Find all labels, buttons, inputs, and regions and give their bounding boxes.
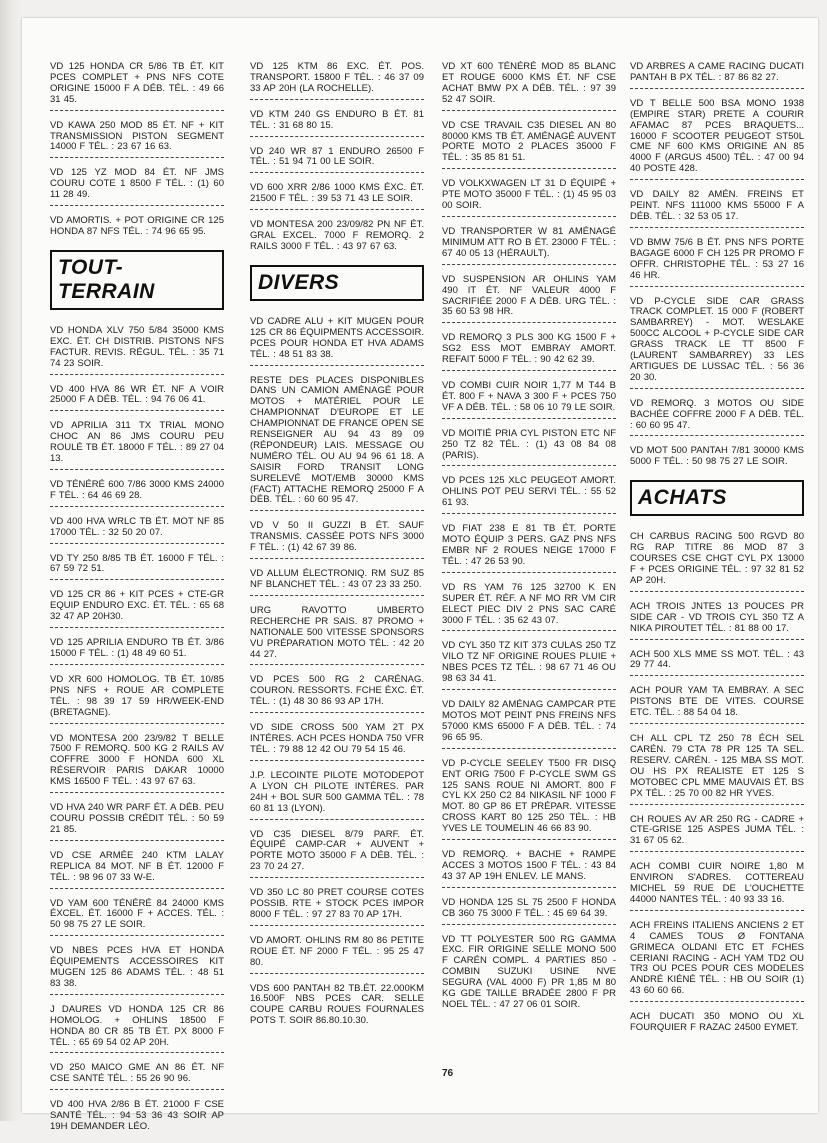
classified-ad: ACH POUR YAM TA EMBRAY. A SEC PISTONS BTE DE VITES. COURSE ETC. TÉL. : 88 54 04 18. (630, 682, 804, 724)
column-4 (630, 58, 804, 1044)
classified-ad: VD COMBI CUIR NOIR 1,77 M T44 B ÉT. 800 F + NAVA 3 300 F + PCES 750 VF A DÉB. TÉL. : 58 06 10 79 LE SOIR. (442, 377, 616, 419)
classified-ad: VD TT POLYESTER 500 RG GAMMA EXC. FIR ORIGINE SELLE MONO 500 F CARÉN COMPL. 4 PARTIES 850 - COMBIN SUZUKI USINE NVE SEGURA (VAL 4000 F) PR 1,85 M 80 KG GDE TAILLE BRADÉE 2800 F PR NOEL TÉL. : 47 27 06 01 SOIR. (442, 933, 616, 1010)
classified-ad: VD DAILY 82 AMÉN. FREINS ET PEINT. NFS 111000 KMS 55000 F A DÉB. TÉL. : 32 53 05 17. (630, 186, 804, 228)
classified-ad: VD DAILY 82 AMÉNAG CAMPCAR PTE MOTOS MOT PEINT PNS FREINS NFS 57000 KMS 65000 F A DÉB. TÉL. : 74 96 65 95. (442, 696, 616, 749)
classified-ad: URG RAVOTTO UMBERTO RECHERCHE PR SAIS. 87 PROMO + NATIONALE 500 VITESSE SPONSORS VU PRÉPARATION MOTO TÉL. : 42 20 44 27. (250, 602, 424, 666)
classified-ad: VD 125 KTM 86 EXC. ÉT. POS. TRANSPORT. 15800 F TÉL. : 46 37 09 33 AP 20H (LA ROCHELLE). (250, 58, 424, 100)
classified-ad: VD MOT 500 PANTAH 7/81 30000 KMS 5000 F TÉL. : 50 98 75 27 LE SOIR. (630, 445, 804, 468)
classified-ad: VD RS YAM 76 125 32700 K EN SUPER ÉT. RÉF. A NF MO RR VM CIR ELECT PIEC DIV 2 PNS SAC CARÉ 3000 F TÉL. : 35 62 43 07. (442, 579, 616, 632)
section-title: TOUT-TERRAIN (58, 255, 155, 303)
classified-ad: VD 125 APRILIA ENDURO TB ÉT. 3/86 15000 F TÉL. : (1) 48 49 60 51. (50, 634, 224, 665)
classified-ad: VD 600 XRR 2/86 1000 KMS ÉXC. ÉT. 21500 F TÉL. : 39 53 71 43 LE SOIR. (250, 179, 424, 210)
classified-ad: VD TÉNÉRÉ 600 7/86 3000 KMS 24000 F TÉL. : 64 46 69 28. (50, 476, 224, 507)
classified-ad: VD NBES PCES HVA ET HONDA ÉQUIPEMENTS ACCESSOIRES KIT MUGEN 125 86 ADAMS TÉL. : 48 51 83 38. (50, 942, 224, 995)
ads-achats (630, 528, 804, 1038)
classified-ad: VD HONDA XLV 750 5/84 35000 KMS EXC. ÉT. CH DISTRIB. PISTONS NFS FACTUR. REVIS. RÉGUL. TÉL. : 35 71 74 23 SOIR. (50, 322, 224, 375)
classified-ad: VD 400 HVA 2/86 B ÉT. 21000 F CSE SANTÉ TÉL. : 94 53 36 43 SOIR AP 19H DEMANDER LÉO. (50, 1099, 224, 1133)
classified-ad: VD ALLUM ÉLECTRONIQ. RM SUZ 85 NF BLANCHET TÉL. : 43 07 23 33 250. (250, 565, 424, 596)
classified-ad: VD HONDA 125 SL 75 2500 F HONDA CB 360 75 3000 F TÉL. : 45 69 64 39. (442, 894, 616, 925)
classified-ad: VD 125 CR 86 + KIT PCES + CTE-GR EQUIP ENDURO EXC. ÉT. TÉL. : 65 68 32 47 AP 20H30. (50, 586, 224, 628)
classified-ad: VD 400 HVA WRLC TB ÉT. MOT NF 85 17000 TÉL. : 32 50 20 07. (50, 513, 224, 544)
section-title: ACHATS (638, 486, 727, 510)
page-binding-shadow (0, 0, 22, 1121)
classified-ad: VDS 600 PANTAH 82 TB.ÉT. 22.000KM 16.500F NBS PCES CAR. SELLE COUPE CARBU ROUES FOURNALES POTS T. SOIR 86.80.10.30. (250, 982, 424, 1027)
classified-ad: VD APRILIA 311 TX TRIAL MONO CHOC AN 86 JMS COURU PEU ROULÉ TB ÉT. 18000 F TÉL. : 89 27 04 13. (50, 417, 224, 470)
classified-ad: VD KAWA 250 MOD 85 ÉT. NF + KIT TRANSMISSION PISTON SEGMENT 14000 F TÉL. : 23 67 16 63. (50, 117, 224, 159)
classified-ad: VD MOITIÉ PRIA CYL PISTON ETC NF 250 TZ 82 TÉL. : (1) 43 08 84 08 (PARIS). (442, 425, 616, 467)
classified-ad: CH ALL CPL TZ 250 78 ÉCH SEL CARÉN. 79 CTA 78 PR 125 TA SEL. RESERV. CARÉN. - 125 MBA SS MOT. OU HS PX REALISTE ET 125 S MOTOBEC CPL MME MAUVAIS ÉT. BS PX TÉL. : 25 70 00 82 HR YVES. (630, 730, 804, 804)
classified-ad: ACH 500 XLS MME SS MOT. TÉL. : 43 29 77 44. (630, 646, 804, 677)
classified-ad: VD P-CYCLE SEELEY T500 FR DISQ ENT ORIG 7500 F P-CYCLE SWM GS 125 SANS ROUE NI AMORT. 800 F CYL KX 250 C2 84 NIKASIL NF 1000 F MOT. 80 GP 86 ET PRÉPAR. VITESSE CROSS KART 80 125 250 TÉL. : HB YVES LE TOUMELIN 46 66 83 90. (442, 755, 616, 840)
classified-ad: VD MONTESA 200 23/9/82 T BELLE 7500 F REMORQ. 500 KG 2 RAILS AV COFFRE 3000 F HONDA 600 XL RÉSERVOIR PARIS DAKAR 10000 KMS 16500 F TÉL. : 43 97 67 63. (50, 730, 224, 794)
classified-ad: VD PCES 500 RG 2 CARÉNAG. COURON. RESSORTS. FCHE ÉXC. ÉT. TÉL. : (1) 48 30 86 93 AP 17H. (250, 671, 424, 713)
classified-ad: VD 350 LC 80 PRET COURSE COTES POSSIB. RTE + STOCK PCES IMPOR 8000 F TÉL. : 97 27 83 70 AP 17H. (250, 884, 424, 926)
classified-ad: VD TY 250 8/85 TB ÉT. 16000 F TÉL. : 67 59 72 51. (50, 550, 224, 581)
classified-ad: VD FIAT 238 E 81 TB ÉT. PORTE MOTO ÉQUIP 3 PERS. GAZ PNS NFS EMBR NF 2 ROUES NEIGE 17000 F TÉL. : 47 26 53 90. (442, 520, 616, 573)
ads-enduro (250, 58, 424, 257)
classified-ad: VD PCES 125 XLC PEUGEOT AMORT. OHLINS POT PEU SERVI TÉL. : 55 52 61 93. (442, 472, 616, 514)
classified-ad: ACH DUCATI 350 MONO OU XL FOURQUIER F RAZAC 24500 EYMET. (630, 1011, 804, 1034)
classified-ad: VD KTM 240 GS ENDURO B ÉT. 81 TÉL. : 31 68 80 15. (250, 106, 424, 137)
page-number: 76 (442, 1068, 454, 1079)
classified-ad: VD T BELLE 500 BSA MONO 1938 (EMPIRE STAR) PRETE A COURIR AFAMAC 87 PCES BRAQUETS... 16000 F SCOOTER PEUGEOT ST50L CME NF 600 KMS ORIGINE AN 85 4000 F (ARGUS 4500) TÉL. : 47 00 94 40 POSTE 428. (630, 95, 804, 180)
classified-ad: CH CARBUS RACING 500 RGVD 80 RG RAP TITRE 86 MOD 87 3 COURSES CSE CHGT CYL PX 13000 F + PCES ORIGINE TÉL. : 97 32 81 52 AP 20H. (630, 528, 804, 592)
classified-ad: VD SIDE CROSS 500 YAM 2T PX INTÉRES. ACH PCES HONDA 750 VFR TÉL. : 79 88 12 42 OU 79 54 15 46. (250, 719, 424, 761)
magazine-page (22, 18, 818, 1133)
classified-ad: VD AMORT. OHLINS RM 80 86 PETITE ROUE ÉT. NF 2000 F TÉL. : 95 25 47 80. (250, 932, 424, 974)
ads-divers (250, 313, 424, 1031)
classified-ad: ACH TROIS JNTES 13 POUCES PR SIDE CAR - VD TROIS CYL 350 TZ A NIKA PIROUTET TÉL. : 81 88 00 17. (630, 598, 804, 640)
section-title: DIVERS (258, 270, 340, 294)
classified-ad: VD SUSPENSION AR OHLINS YAM 490 IT ÉT. NF VALEUR 4000 F SACRIFIÉE 2000 F A DÉB. URG TÉL. : 35 60 53 98 HR. (442, 271, 616, 324)
ads-divers-end (630, 58, 804, 472)
ads-tout-terrain (50, 322, 224, 1137)
classified-ad: VD VOLKXWAGEN LT 31 D ÉQUIPÉ + PTE MOTO 35000 F TÉL. : (1) 45 95 03 00 SOIR. (442, 175, 616, 217)
classified-ad: VD REMORQ. + BACHE + RAMPE ACCES 3 MOTOS 1500 F TÉL. : 43 84 43 37 AP 19H ENLEV. LE MANS. (442, 846, 616, 888)
classified-ad: VD REMORQ 3 PLS 300 KG 1500 F + SG2 ESS MOT EMBRAY AMORT. REFAIT 5000 F TÉL. : 90 42 62 39. (442, 329, 616, 371)
classified-ad: VD REMORQ. 3 MOTOS OU SIDE BACHÉE COFFRE 2000 F A DÉB. TÉL. : 60 60 95 47. (630, 395, 804, 437)
classified-ad: VD 240 WR 87 1 ENDURO 26500 F TÉL. : 51 94 71 00 LE SOIR. (250, 143, 424, 174)
classified-ad: J.P. LECOINTE PILOTE MOTODEPOT A LYON CH PILOTE INTÉRES. PAR 24H + BOL SUR 500 GAMMA TÉL. : 78 60 81 13 (LYON). (250, 767, 424, 820)
ads-divers-continued (442, 58, 616, 1015)
section-header-achats (630, 480, 804, 516)
section-header-divers (250, 265, 424, 301)
classified-ad: VD BMW 75/6 B ÉT. PNS NFS PORTE BAGAGE 6000 F CH 125 PR PROMO F OFFR. CHRISTOPHE TÉL. : 53 27 16 46 HR. (630, 234, 804, 287)
classified-ad: VD CSE ARMÉE 240 KTM LALAY REPLICA 84 MOT. NF B ÉT. 12000 F TÉL. : 98 96 07 33 W-E. (50, 847, 224, 889)
classified-ad: VD XR 600 HOMOLOG. TB ÉT. 10/85 PNS NFS + ROUE AR COMPLETE TÉL. : 98 39 17 59 HR/WEEK-END (BRETAGNE). (50, 671, 224, 724)
section-header-tout-terrain (50, 250, 224, 310)
classified-ad: VD 125 HONDA CR 5/86 TB ÉT. KIT PCES COMPLET + PNS NFS COTE ORIGINE 15000 F A DÉB. TÉL. : 49 66 31 45. (50, 58, 224, 111)
classified-ad: CH ROUES AV AR 250 RG - CADRE + CTE-GRISE 125 ASPES JUMA TÉL. : 31 67 05 62. (630, 811, 804, 853)
classified-ad: RESTE DES PLACES DISPONIBLES DANS UN CAMION AMÉNAGÉ POUR MOTOS + MATÉRIEL POUR LE CHAMPIONNAT D'EUROPE ET LE CHAMPIONNAT DE FRANCE OPEN SE RENSEIGNER AU 94 43 89 09 (RÉPONDEUR) LAIS. MESSAGE OU NUMÉRO TÉL. OU AU 94 96 61 18. A SAISIR FORD TRANSIT LONG SURELEVÉ MOT/EMB 30000 KMS (FACT) ATTACHE REMORQ 25000 F A DÉB. TÉL. : 60 60 95 47. (250, 372, 424, 512)
classified-ad: VD TRANSPORTER W 81 AMÉNAGÉ MINIMUM ATT RO B ÉT. 23000 F TÉL. : 67 40 05 13 (HÉRAULT). (442, 223, 616, 265)
classified-ad: VD XT 600 TÉNÉRÉ MOD 85 BLANC ET ROUGE 6000 KMS ÉT. NF CSE ACHAT BMW PX A DÉB. TÉL. : 97 39 52 47 SOIR. (442, 58, 616, 111)
classified-ad: VD AMORTIS. + POT ORIGINE CR 125 HONDA 87 NFS TÉL. : 74 96 65 95. (50, 215, 224, 237)
ads-motocross (50, 58, 224, 242)
classified-ad: VD ARBRES A CAME RACING DUCATI PANTAH B PX TÉL. : 87 86 82 27. (630, 58, 804, 89)
classified-ad: VD CSE TRAVAIL C35 DIESEL AN 80 80000 KMS TB ÉT. AMÉNAGÉ AUVENT PORTE MOTO 2 PLACES 35000 F TÉL. : 35 85 81 51. (442, 117, 616, 170)
column-3 (442, 58, 616, 1021)
classified-ad: VD 400 HVA 86 WR ÉT. NF A VOIR 25000 F A DÉB. TÉL. : 94 76 06 41. (50, 381, 224, 412)
classified-ad: VD CADRE ALU + KIT MUGEN POUR 125 CR 86 ÉQUIPMENTS ACCESSOIR. PCES POUR HONDA ET HVA ADAMS TÉL. : 48 51 83 38. (250, 313, 424, 366)
classified-ad: VD 250 MAICO GME AN 86 ÉT. NF CSE SANTÉ TÉL. : 55 26 90 96. (50, 1059, 224, 1090)
classified-ad: VD C35 DIESEL 8/79 PARF. ÉT. ÉQUIPÉ CAMP-CAR + AUVENT + PORTE MOTO 35000 F A DÉB. TÉL. : 23 70 24 27. (250, 826, 424, 879)
classified-ad: VD HVA 240 WR PARF ÉT. A DÉB. PEU COURU POSSIB CRÉDIT TÉL. : 50 59 21 85. (50, 799, 224, 841)
classified-ad: VD 125 YZ MOD 84 ÉT. NF JMS COURU COTE 1 8500 F TÉL. : (1) 60 11 28 49. (50, 164, 224, 206)
classified-ad: VD P-CYCLE SIDE CAR GRASS TRACK COMPLET. 15 000 F (ROBERT SAMBARREY) - MOT. WESLAKE 500CC ALCOOL + P-CYCLE SIDE CAR GRASS TRACK LE TT 8500 F (LAURENT SAMBARREY) 33 LES ARTIGUES DE LUSSAC TÉL. : 56 36 20 30. (630, 293, 804, 389)
classified-ad: VD CYL 350 TZ KIT 373 CULAS 250 TZ VILO TZ NF ORIGINE ROUES PLUIE + NBES PCES TZ TÉL. : 98 67 71 46 OU 98 63 34 41. (442, 637, 616, 690)
classified-ad: VD V 50 II GUZZI B ÉT. SAUF TRANSMIS. CASSÉE POTS NFS 3000 F TÉL. : (1) 42 67 39 86. (250, 517, 424, 559)
column-2 (250, 58, 424, 1037)
classified-ad: VD MONTESA 200 23/09/82 PN NF ÉT. GRAL EXCEL. 7000 F REMORQ. 2 RAILS 3000 F TÉL. : 43 97 67 63. (250, 219, 424, 252)
column-1 (50, 58, 224, 1143)
classified-ad: ACH FREINS ITALIENS ANCIENS 2 ET 4 CAMES TOUS Ø FONTANA GRIMECA OLDANI ETC ET FCHES CERIANI RACING - ACH YAM TD2 OU TR3 OU PCES POUR CES MODELES ANDRÉ KIÉNÉ TÉL. : HB OU SOIR (1) 43 60 60 66. (630, 917, 804, 1002)
classified-ad: ACH COMBI CUIR NOIRE 1,80 M ENVIRON S'ADRES. COTTEREAU MICHEL 59 RUE DE L'OUCHETTE 44000 NANTES TÉL. : 40 93 33 16. (630, 858, 804, 911)
classified-ad: VD YAM 600 TÉNÉRÉ 84 24000 KMS ÉXCEL. ÉT. 16000 F + ACCES. TÉL. : 50 98 75 27 LE SOIR. (50, 895, 224, 937)
classified-ad: J DAURES VD HONDA 125 CR 86 HOMOLOG. + OHLINS 18500 F HONDA 80 CR 85 TB ÉT. PX 8000 F TÉL. : 65 69 54 02 AP 20H. (50, 1001, 224, 1054)
